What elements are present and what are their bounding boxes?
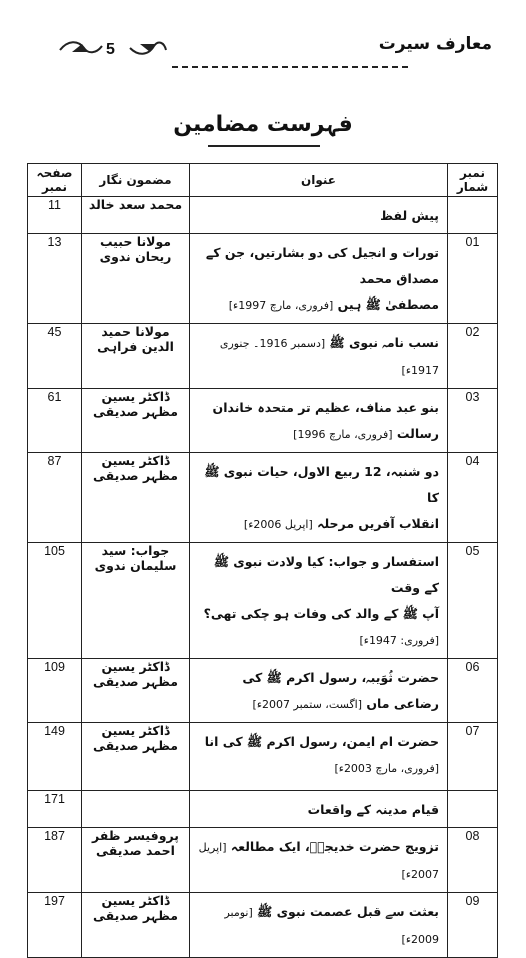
topic-cell (190, 893, 448, 958)
serial-cell (448, 791, 498, 828)
topic-cell (190, 453, 448, 543)
author-cell: ڈاکٹر یسین مظہر صدیقی (82, 893, 190, 958)
topic-line-text: بعثت سے قبل عصمت نبوی ﷺ (257, 904, 439, 919)
topic-line (196, 511, 439, 538)
table-row (28, 828, 498, 893)
page-header (0, 0, 526, 80)
topic-cell (190, 791, 448, 828)
page-number-cell: 197 (28, 893, 82, 958)
topic-line (196, 665, 439, 718)
publication-date: [دسمبر 1916۔ جنوری 1917ء] (219, 337, 439, 377)
author-cell: ڈاکٹر یسین مظہر صدیقی (82, 453, 190, 543)
publication-date: [نومبر 2009ء] (224, 906, 439, 946)
serial-cell: 07 (448, 723, 498, 791)
table-row (28, 197, 498, 234)
table-row (28, 893, 498, 958)
table-row (28, 324, 498, 389)
publication-date: [اپریل 2006ء] (243, 518, 313, 531)
topic-line-text: حضرت ام ایمن، رسول اکرم ﷺ کی انا (204, 734, 439, 749)
page-number-cell: 13 (28, 234, 82, 324)
left-ornament-icon (58, 38, 104, 60)
publication-date: [فروری، مارچ 1997ء] (228, 299, 334, 312)
author-cell: مولانا حمید الدین فراہی (82, 324, 190, 389)
topic-line-text: مصطفیٰ ﷺ ہیں (337, 297, 439, 312)
topic-cell (190, 659, 448, 723)
topic-cell (190, 543, 448, 659)
topic-cell (190, 828, 448, 893)
page-number-cell: 87 (28, 453, 82, 543)
author-cell: ڈاکٹر یسین مظہر صدیقی (82, 659, 190, 723)
serial-cell: 05 (448, 543, 498, 659)
journal-title: معارف سیرت (378, 34, 492, 54)
topic-line (196, 729, 439, 782)
table-row (28, 234, 498, 324)
contents-table-body (28, 197, 498, 958)
topic-line (196, 292, 439, 319)
topic-line (196, 601, 439, 654)
serial-cell (448, 197, 498, 234)
author-cell: جواب: سید سلیمان ندوی (82, 543, 190, 659)
serial-column-header: نمبر شمار (448, 164, 498, 197)
header-rule (172, 66, 408, 68)
page-title: فہرست مضامین (173, 112, 353, 137)
topic-line: پیش لفظ (380, 208, 439, 223)
topic-line-text: بنو عبد مناف، عظیم تر متحدہ خاندان رسالت (212, 400, 439, 441)
serial-cell: 02 (448, 324, 498, 389)
publication-date: [اگست، ستمبر 2007ء] (252, 698, 363, 711)
table-row (28, 659, 498, 723)
topic-column-header: عنوان (190, 164, 448, 197)
publication-date: [فروری: 1947ء] (359, 634, 439, 647)
serial-cell: 06 (448, 659, 498, 723)
contents-table (27, 163, 498, 958)
topic-line: تورات و انجیل کی دو بشارتیں، جن کے مصداق محمد (205, 245, 439, 286)
page-number-cell: 171 (28, 791, 82, 828)
author-cell: پروفیسر ظفر احمد صدیقی (82, 828, 190, 893)
topic-line: دو شنبہ، 12 ربیع الاول، حیات نبوی ﷺ کا (204, 464, 439, 505)
page-number: 5 (106, 41, 115, 58)
page-column-header: صفحہ نمبر (28, 164, 82, 197)
topic-line-text: تزویج حضرت خدیجہؓ، ایک مطالعہ (230, 839, 439, 854)
publication-date: [فروری، مارچ 1996] (293, 428, 393, 441)
page-number-cell: 187 (28, 828, 82, 893)
page-number-cell: 105 (28, 543, 82, 659)
page-number-cell: 109 (28, 659, 82, 723)
table-row (28, 723, 498, 791)
page-number-cell: 149 (28, 723, 82, 791)
topic-line: استفسار و جواب: کیا ولادت نبوی ﷺ کے وقت (213, 554, 439, 595)
author-cell: مولانا حبیب ریحان ندوی (82, 234, 190, 324)
topic-line-text: حضرت ثُوَیبہ، رسول اکرم ﷺ کی رضاعی ماں (242, 670, 439, 711)
topic-cell (190, 234, 448, 324)
serial-cell: 08 (448, 828, 498, 893)
serial-cell: 03 (448, 389, 498, 453)
author-cell: ڈاکٹر یسین مظہر صدیقی (82, 723, 190, 791)
topic-line (196, 330, 439, 384)
topic-line (196, 899, 439, 953)
table-row (28, 453, 498, 543)
topic-line (196, 395, 439, 448)
author-column-header: مضمون نگار (82, 164, 190, 197)
author-cell: محمد سعد خالد (82, 197, 190, 234)
author-cell (82, 791, 190, 828)
topic-line-text: انقلاب آفریں مرحلہ (317, 516, 439, 531)
author-cell: ڈاکٹر یسین مظہر صدیقی (82, 389, 190, 453)
title-underline (208, 145, 320, 147)
publication-date: [اپریل 2007ء] (198, 841, 439, 881)
topic-line: قیام مدینہ کے واقعات (307, 802, 439, 817)
publication-date: [فروری، مارچ 2003ء] (334, 762, 439, 775)
topic-cell (190, 197, 448, 234)
topic-line-text: نسب نامہ نبوی ﷺ (329, 335, 439, 350)
table-row (28, 389, 498, 453)
page-number-cell: 61 (28, 389, 82, 453)
table-header-row (28, 164, 498, 197)
table-row (28, 791, 498, 828)
page-number-cell: 45 (28, 324, 82, 389)
serial-cell: 09 (448, 893, 498, 958)
topic-line (196, 834, 439, 888)
serial-cell: 04 (448, 453, 498, 543)
topic-cell (190, 723, 448, 791)
serial-cell: 01 (448, 234, 498, 324)
table-row (28, 543, 498, 659)
topic-cell (190, 389, 448, 453)
topic-line-text: آپ ﷺ کے والد کی وفات ہو چکی تھی؟ (203, 606, 439, 621)
topic-cell (190, 324, 448, 389)
right-ornament-icon (128, 38, 168, 60)
page-number-cell: 11 (28, 197, 82, 234)
